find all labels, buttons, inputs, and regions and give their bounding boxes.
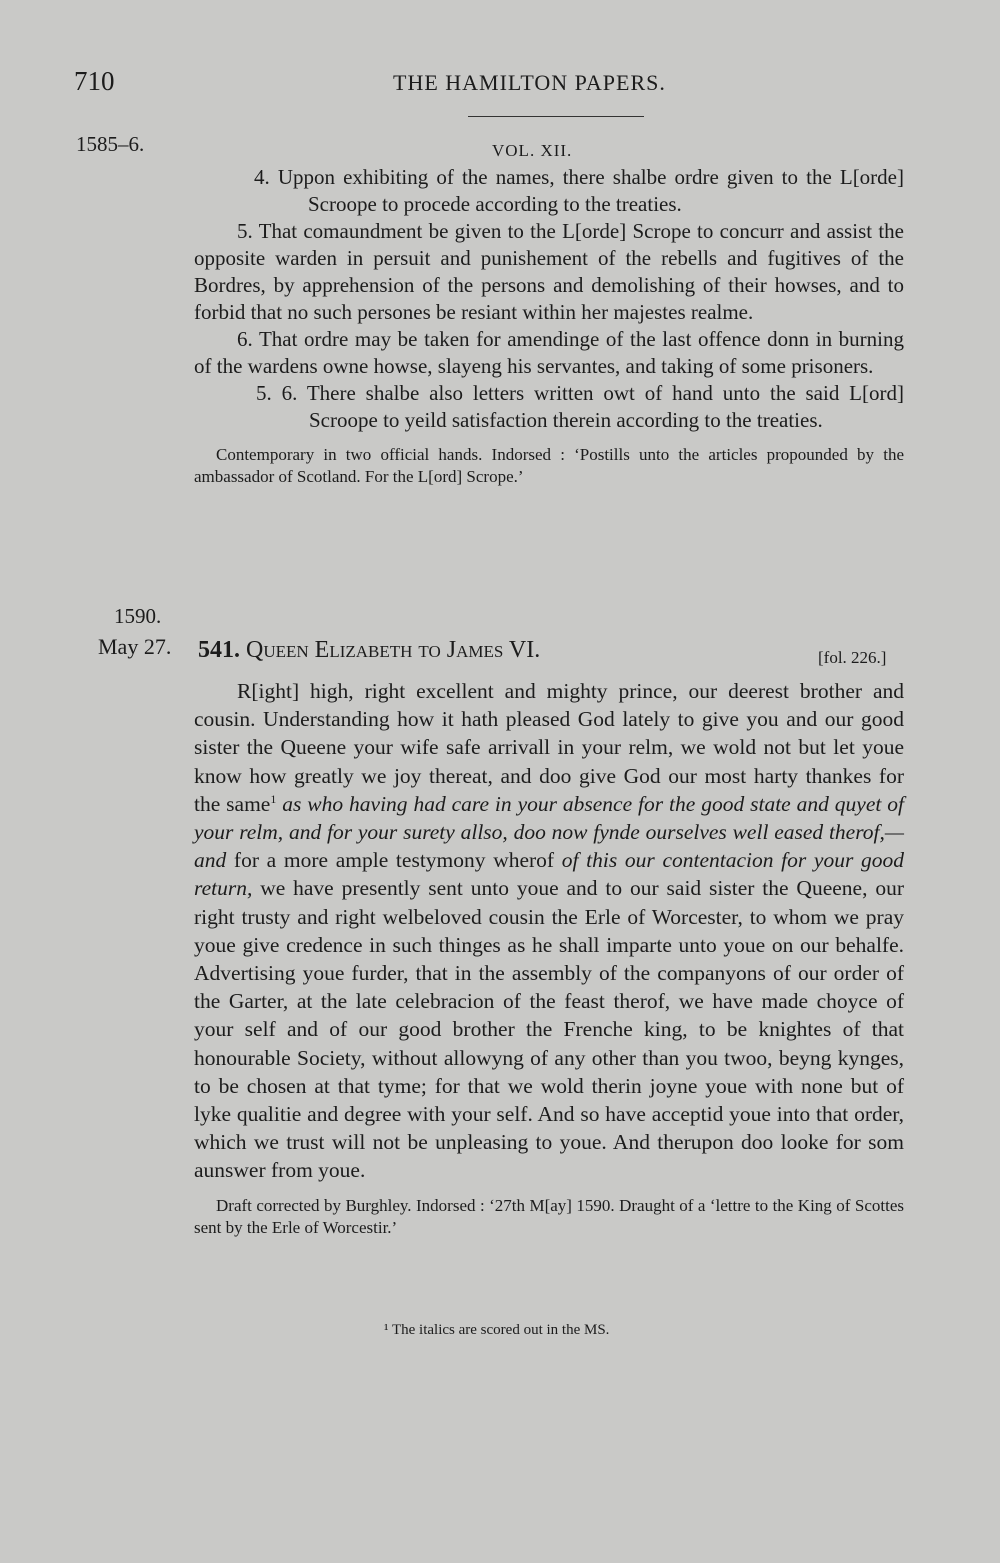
endorsement-note-1: Contemporary in two official hands. Indorsed : ‘Postills unto the articles propounded by the ambassador of Scotland. For the L[ord] Scrope.’	[194, 445, 904, 486]
letter-paragraph: R[ight] high, right excellent and mighty prince, our deerest brother and cousin. Understanding how it hath pleased God lately to give you and our good sister the Queene your wife safe arrivall in your relm, we wold not but let youe know how greatly we joy thereat, and doo give God our most harty thankes for the same$^1$ as who having had care in your absence for the good state and quyet of your relm, and for your surety allso, doo now fynde ourselves well eased therof,—and for a more ample testymony wherof of this our contentacion for your good return, we have presently sent unto youe and to our said sister the Queene, our right trusty and right welbeloved cousin the Erle of Worcester, to whom we pray youe give credence in such thinges as he shall imparte unto youe on our behalfe. Advertising youe furder, that in the assembly of the companyons of our order of the Garter, at the late celebracion of the feast therof, we have made choyce of your self and of our good brother the Frenche king, to be knightes of that honourable Society, without allowyng of any other than you twoo, beyng kynges, to be chosen at that tyme; for that we wold therin joyne youe with none but of lyke qualitie and degree with your self. And so have acceptid youe into that order, which we trust will not be unpleasing to youe. And therupon doo looke for som aunswer from youe.	[194, 679, 905, 1183]
header-rule	[468, 116, 644, 117]
item-6: 6. That ordre may be taken for amendinge of the last offence donn in burning of the wardens owne howse, slayeng his servantes, and taking of some prisoners.	[194, 327, 904, 378]
margin-date-may27: May 27.	[98, 634, 172, 659]
entry-heading	[198, 637, 540, 664]
item-5: 5. That comaundment be given to the L[orde] Scrope to concurr and assist the opposite warden in persuit and punishement of the rebells and fugitives of the Bordres, by apprehension of the persons and demolishing of their howses, and to forbid that no such persones be resiant within her majestes realme.	[194, 219, 904, 324]
scored-out-text-1: as who having had care in your absence for the good state and quyet of your relm, and for your surety allso, doo now fynde ourselves well eased therof,—and	[194, 791, 904, 873]
folio-reference: [fol. 226.]	[818, 648, 887, 667]
margin-year-1590: 1590.	[114, 604, 162, 628]
entry-number: 541.	[198, 637, 240, 663]
entry-title: Queen Elizabeth to James VI.	[246, 637, 541, 663]
item-5-6: 5. 6. There shalbe also letters written owt of hand unto the said L[ord] Scroope to yeild satisfaction therein according to the treaties.	[256, 381, 904, 432]
endorsement-note-2: Draft corrected by Burghley. Indorsed : ‘27th M[ay] 1590. Draught of a ‘lettre to the King of Scottes sent by the Erle of Worcestir.’	[194, 1195, 904, 1237]
volume-label: VOL. XII.	[492, 141, 573, 160]
footnote: ¹ The italics are scored out in the MS.	[384, 1322, 610, 1338]
item-4: 4. Uppon exhibiting of the names, there shalbe ordre given to the L[orde] Scroope to procede according to the treaties.	[254, 165, 904, 216]
page-number: 710	[74, 66, 115, 96]
section-postills	[194, 164, 904, 488]
running-title: THE HAMILTON PAPERS.	[393, 70, 666, 95]
footnote-marker: 1	[270, 791, 277, 806]
letter-body	[194, 677, 904, 1239]
scored-out-text-2: of this our contentacion for your good return,	[194, 848, 905, 901]
margin-date-1585: 1585–6.	[76, 132, 145, 156]
